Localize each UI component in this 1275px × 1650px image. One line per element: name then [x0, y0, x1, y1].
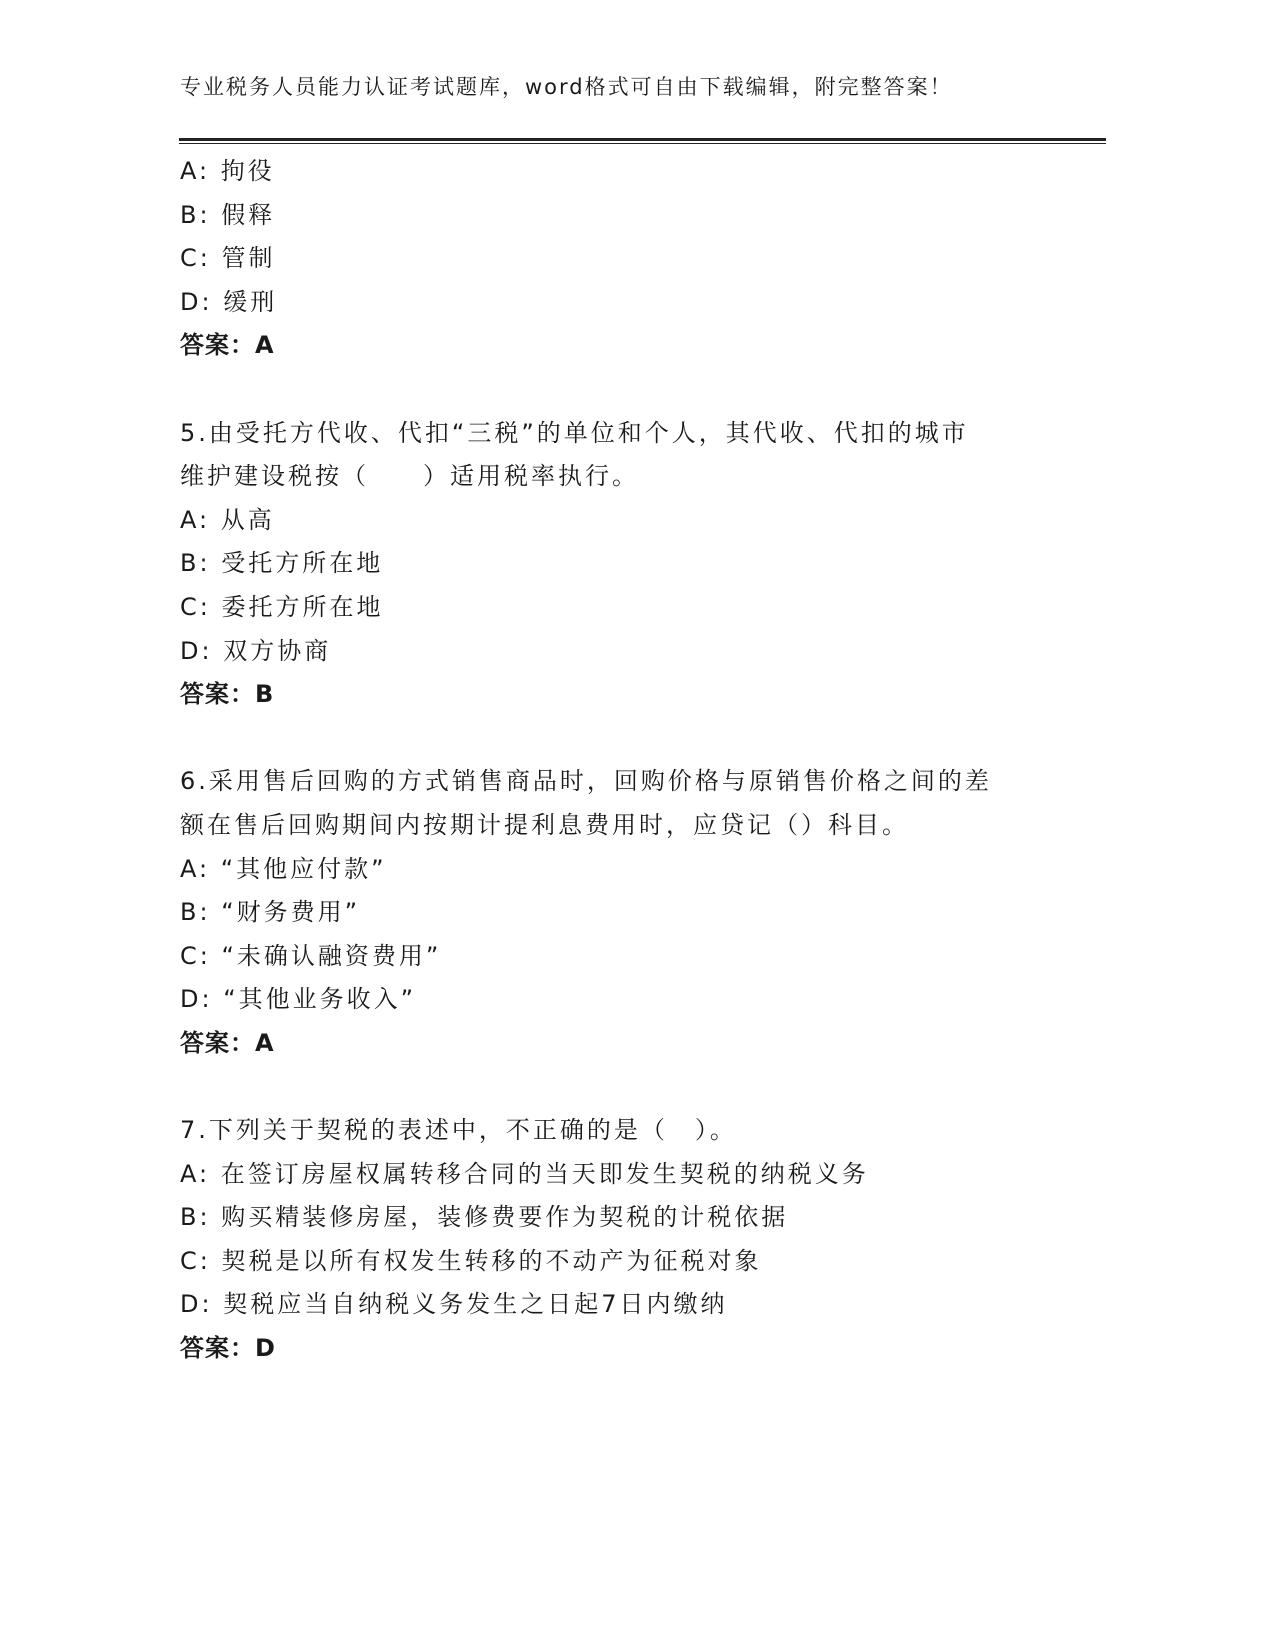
option-b: B: 受托方所在地 [180, 549, 384, 578]
question-list [180, 150, 1080, 1371]
answer: 答案：A [180, 1028, 275, 1057]
option-c: C: 契税是以所有权发生转移的不动产为征税对象 [180, 1246, 762, 1275]
answer: 答案：B [180, 680, 275, 709]
option-c: C: 管制 [180, 244, 276, 273]
option-a: A: “其他应付款” [180, 854, 387, 883]
question-6 [180, 760, 1080, 1065]
option-b: B: “财务费用” [180, 898, 361, 927]
page-header: 专业税务人员能力认证考试题库，word格式可自由下载编辑，附完整答案！ [180, 75, 953, 99]
option-b: B: 购买精装修房屋，装修费要作为契税的计税依据 [180, 1203, 789, 1232]
option-a: A: 拘役 [180, 157, 275, 185]
option-d: D: 缓刑 [180, 287, 278, 316]
option-d: D: 契税应当自纳税义务发生之日起7日内缴纳 [180, 1290, 728, 1319]
option-d: D: “其他业务收入” [180, 985, 417, 1014]
question-stem-line: 额在售后回购期间内按期计提利息费用时，应贷记（）科目。 [180, 810, 909, 839]
header-rule-thin [179, 143, 1106, 144]
option-a: A: 在签订房屋权属转移合同的当天即发生契税的纳税义务 [180, 1159, 869, 1188]
option-b: B: 假释 [180, 200, 276, 229]
question-7 [180, 1109, 1080, 1371]
question-stem-line: 维护建设税按（ ）适用税率执行。 [180, 462, 639, 491]
answer: 答案：A [180, 331, 275, 360]
question-5 [180, 412, 1080, 717]
question-stem-line: 7.下列关于契税的表述中，不正确的是（ ）。 [180, 1116, 737, 1145]
question-stem-line: 5.由受托方代收、代扣“三税”的单位和个人，其代收、代扣的城市 [180, 418, 969, 447]
option-a: A: 从高 [180, 505, 275, 534]
option-c: C: “未确认融资费用” [180, 941, 442, 970]
option-c: C: 委托方所在地 [180, 592, 384, 621]
header-rule-thick [179, 138, 1106, 141]
question-stem-line: 6.采用售后回购的方式销售商品时，回购价格与原销售价格之间的差 [180, 767, 992, 796]
option-d: D: 双方协商 [180, 636, 332, 665]
question-4-continued [180, 150, 1080, 368]
answer: 答案：D [180, 1334, 276, 1363]
